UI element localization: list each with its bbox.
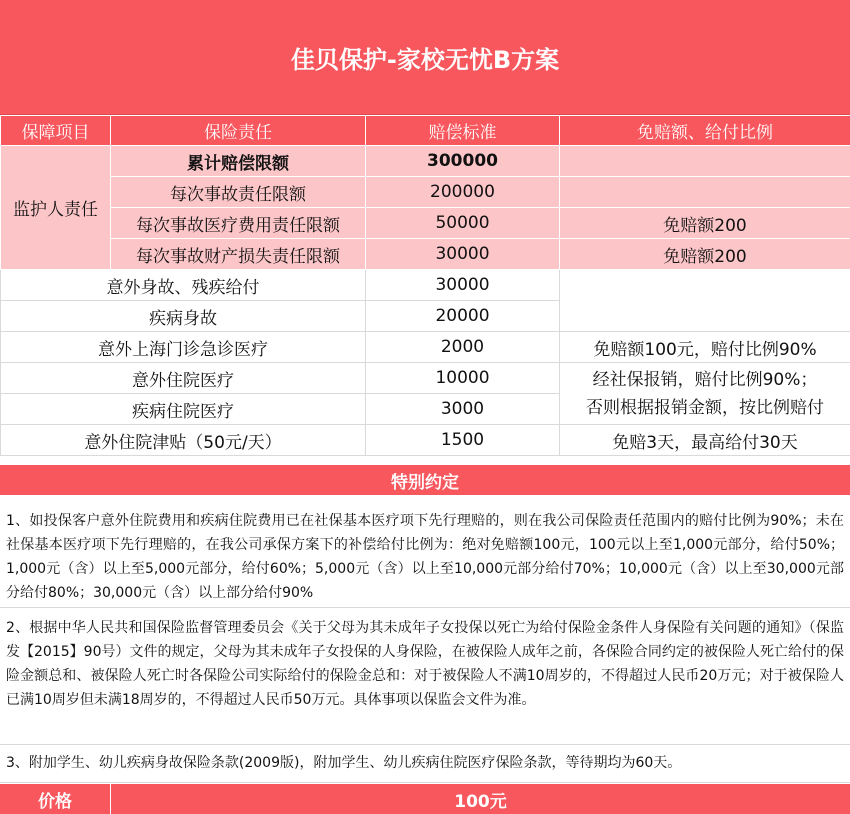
coverage-standard-3: 10000	[366, 363, 560, 394]
coverage-deductible-blank	[560, 270, 850, 332]
special-terms-list	[0, 495, 850, 783]
guardian-standard-3: 30000	[366, 239, 560, 270]
guardian-duty-2: 每次事故医疗费用责任限额	[111, 208, 366, 239]
guardian-standard-2: 50000	[366, 208, 560, 239]
special-term-1: 1、如投保客户意外住院费用和疾病住院费用已在社保基本医疗项下先行理赔的，则在我公司保险责任范围内的赔付比例为90%；未在社保基本医疗项下先行理赔的，在我公司承保方案下的补偿给付比例为：绝对免赔额100元，100元以上至1,000元部分，给付50%；1,000元（含）以上至5,000元部分，给付60%；5,000元（含）以上至10,000元部分给付70%；10,000元（含）以上至30,000元部分给付80%；30,000元（含）以上部分给付90%	[0, 495, 850, 608]
guardian-standard-0: 300000	[366, 146, 560, 177]
guardian-deductible-1	[560, 177, 850, 208]
guardian-duty-0: 累计赔偿限额	[111, 146, 366, 177]
header-item: 保障项目	[1, 116, 111, 146]
price-label: 价格	[0, 784, 111, 814]
hospital-deductible-line1: 经社保报销，赔付比例90%；	[592, 369, 818, 390]
header-duty: 保险责任	[111, 116, 366, 146]
plan-title: 佳贝保护-家校无忧B方案	[0, 0, 850, 115]
guardian-deductible-0	[560, 146, 850, 177]
guardian-deductible-2: 免赔额200	[560, 208, 850, 239]
coverage-duty-0: 意外身故、残疾给付	[1, 270, 366, 301]
coverage-duty-2: 意外上海门诊急诊医疗	[1, 332, 366, 363]
special-terms-title: 特别约定	[0, 465, 850, 495]
coverage-duty-1: 疾病身故	[1, 301, 366, 332]
header-standard: 赔偿标准	[366, 116, 560, 146]
guardian-standard-1: 200000	[366, 177, 560, 208]
header-deductible: 免赔额、给付比例	[560, 116, 850, 146]
coverage-standard-2: 2000	[366, 332, 560, 363]
guardian-duty-1: 每次事故责任限额	[111, 177, 366, 208]
coverage-standard-1: 20000	[366, 301, 560, 332]
coverage-deductible-2: 免赔额100元，赔付比例90%	[560, 332, 850, 363]
special-term-3: 3、附加学生、幼儿疾病身故保险条款(2009版)，附加学生、幼儿疾病住院医疗保险条款，等待期均为60天。	[0, 745, 850, 783]
guardian-duty-3: 每次事故财产损失责任限额	[111, 239, 366, 270]
coverage-standard-4: 3000	[366, 394, 560, 425]
coverage-standard-0: 30000	[366, 270, 560, 301]
hospital-deductible	[560, 363, 850, 425]
price-value: 100元	[111, 784, 850, 814]
special-term-2: 2、根据中华人民共和国保险监督管理委员会《关于父母为其未成年子女投保以死亡为给付保险金条件人身保险有关问题的通知》（保监发【2015】90号）文件的规定，父母为其未成年子女投保的人身保险，在被保险人成年之前，各保险合同约定的被保险人死亡给付的保险金额总和、被保险人死亡时各保险公司实际给付的保险金总和：对于被保险人不满10周岁的，不得超过人民币20万元；对于被保险人已满10周岁但未满18周岁的，不得超过人民币50万元。具体事项以保监会文件为准。	[0, 608, 850, 745]
price-row	[0, 784, 850, 814]
coverage-duty-3: 意外住院医疗	[1, 363, 366, 394]
coverage-table	[0, 115, 850, 456]
coverage-duty-4: 疾病住院医疗	[1, 394, 366, 425]
coverage-duty-5: 意外住院津贴（50元/天）	[1, 425, 366, 456]
guardian-label: 监护人责任	[1, 146, 111, 270]
guardian-deductible-3: 免赔额200	[560, 239, 850, 270]
hospital-deductible-line2: 否则根据报销金额，按比例赔付	[586, 397, 824, 418]
coverage-standard-5: 1500	[366, 425, 560, 456]
coverage-deductible-5: 免赔3天，最高给付30天	[560, 425, 850, 456]
